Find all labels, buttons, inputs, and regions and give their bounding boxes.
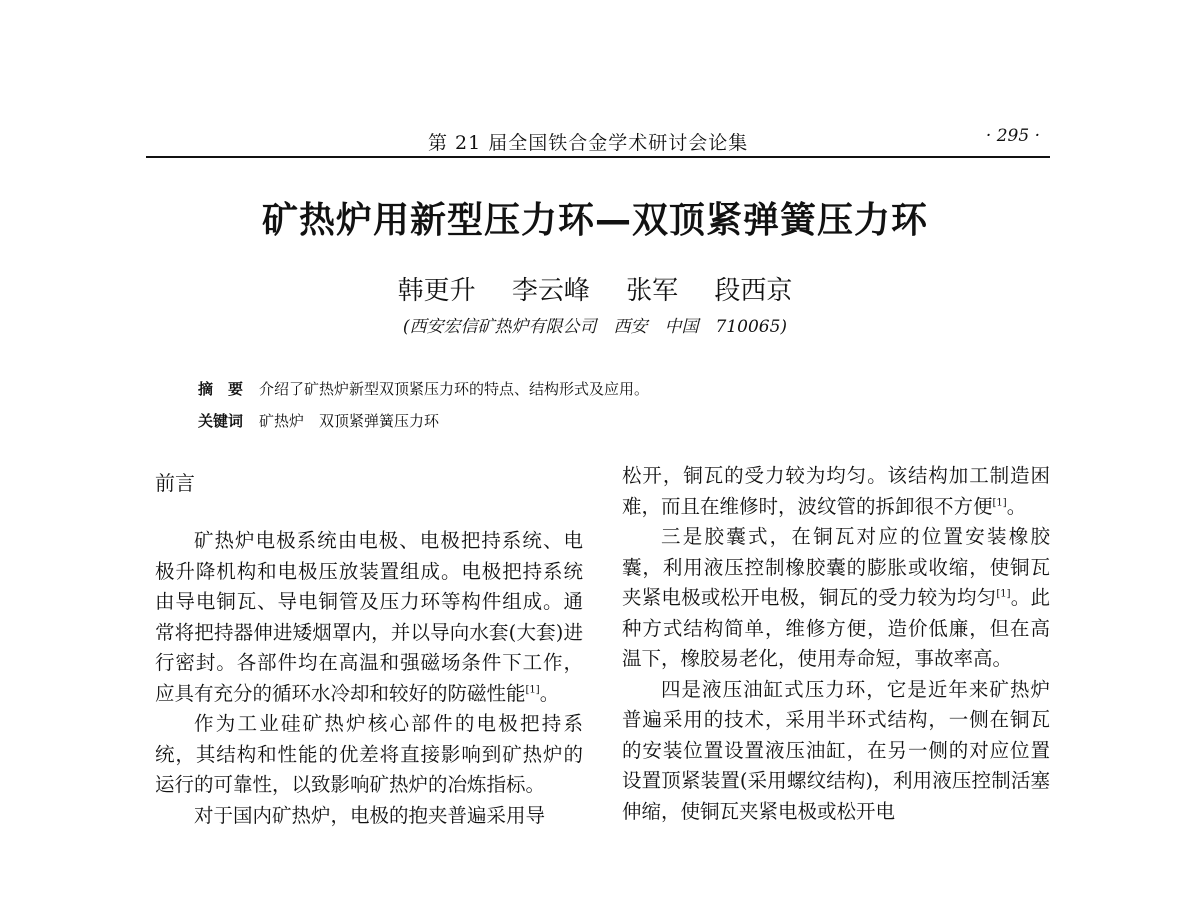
author: 段西京 bbox=[714, 276, 793, 306]
page-number: · 295 · bbox=[985, 126, 1040, 146]
citation: [1] bbox=[992, 497, 1007, 508]
paragraph-end: 。 bbox=[539, 681, 560, 705]
paragraph: 作为工业硅矿热炉核心部件的电极把持系统，其结构和性能的优差将直接影响到矿热炉的运行的可靠性，以致影响矿热炉的冶炼指标。 bbox=[155, 712, 583, 796]
paragraph-text: 松开，铜瓦的受力较为均匀。该结构加工制造困难，而且在维修时，波纹管的拆卸很不方便 bbox=[622, 464, 1050, 518]
paragraph-text: 。此种方式结构简单，维修方便，造价低廉，但在高温下，橡胶易老化，使用寿命短，事故率高。 bbox=[622, 586, 1050, 670]
paragraph: 四是液压油缸式压力环，它是近年来矿热炉普遍采用的技术，采用半环式结构，一侧在铜瓦的安装位置设置液压油缸，在另一侧的对应位置设置顶紧装置(采用螺纹结构)，利用液压控制活塞伸缩，使铜瓦夹紧电极或松开电 bbox=[622, 677, 1050, 823]
right-column bbox=[622, 461, 1050, 827]
abstract-text: 介绍了矿热炉新型双顶紧压力环的特点、结构形式及应用。 bbox=[259, 380, 650, 398]
author: 韩更升 bbox=[397, 276, 476, 306]
paragraph-end: 。 bbox=[1006, 494, 1027, 518]
author: 张军 bbox=[626, 276, 679, 306]
running-header bbox=[146, 122, 1050, 158]
author: 李云峰 bbox=[511, 276, 590, 306]
keywords-text: 矿热炉 双顶紧弹簧压力环 bbox=[259, 412, 440, 430]
author-list bbox=[0, 270, 1190, 307]
affiliation: (西安宏信矿热炉有限公司 西安 中国 710065) bbox=[402, 317, 788, 337]
citation: [1] bbox=[996, 588, 1011, 600]
abstract bbox=[198, 378, 649, 399]
paragraph bbox=[155, 526, 583, 709]
header-rule bbox=[146, 156, 1050, 158]
keywords-label: 关键词 bbox=[198, 412, 244, 430]
section-heading: 前言 bbox=[155, 471, 195, 495]
journal-title: 第 21 届全国铁合金学术研讨会论集 bbox=[428, 132, 749, 154]
paper-title: 矿热炉用新型压力环—双顶紧弹簧压力环 bbox=[261, 200, 928, 241]
paragraph-text: 矿热炉电极系统由电极、电极把持系统、电极升降机构和电极压放装置组成。电极把持系统由导电铜瓦、导电铜管及压力环等构件组成。通常将把持器伸进矮烟罩内，并以导向水套(大套)进行密封。各部件均在高温和强磁场条件下工作，应具有充分的循环水冷却和较好的防磁性能 bbox=[155, 529, 583, 705]
keywords bbox=[198, 410, 439, 431]
citation: [1] bbox=[525, 684, 540, 695]
paragraph bbox=[622, 522, 1050, 675]
left-column bbox=[155, 468, 583, 831]
paragraph bbox=[622, 461, 1050, 522]
paragraph-text: 三是胶囊式，在铜瓦对应的位置安装橡胶囊，利用液压控制橡胶囊的膨胀或收缩，使铜瓦夹紧电极或松开电极，铜瓦的受力较为均匀 bbox=[622, 525, 1050, 609]
paragraph: 对于国内矿热炉，电极的抱夹普遍采用导 bbox=[194, 803, 546, 827]
abstract-label: 摘 要 bbox=[198, 380, 244, 398]
